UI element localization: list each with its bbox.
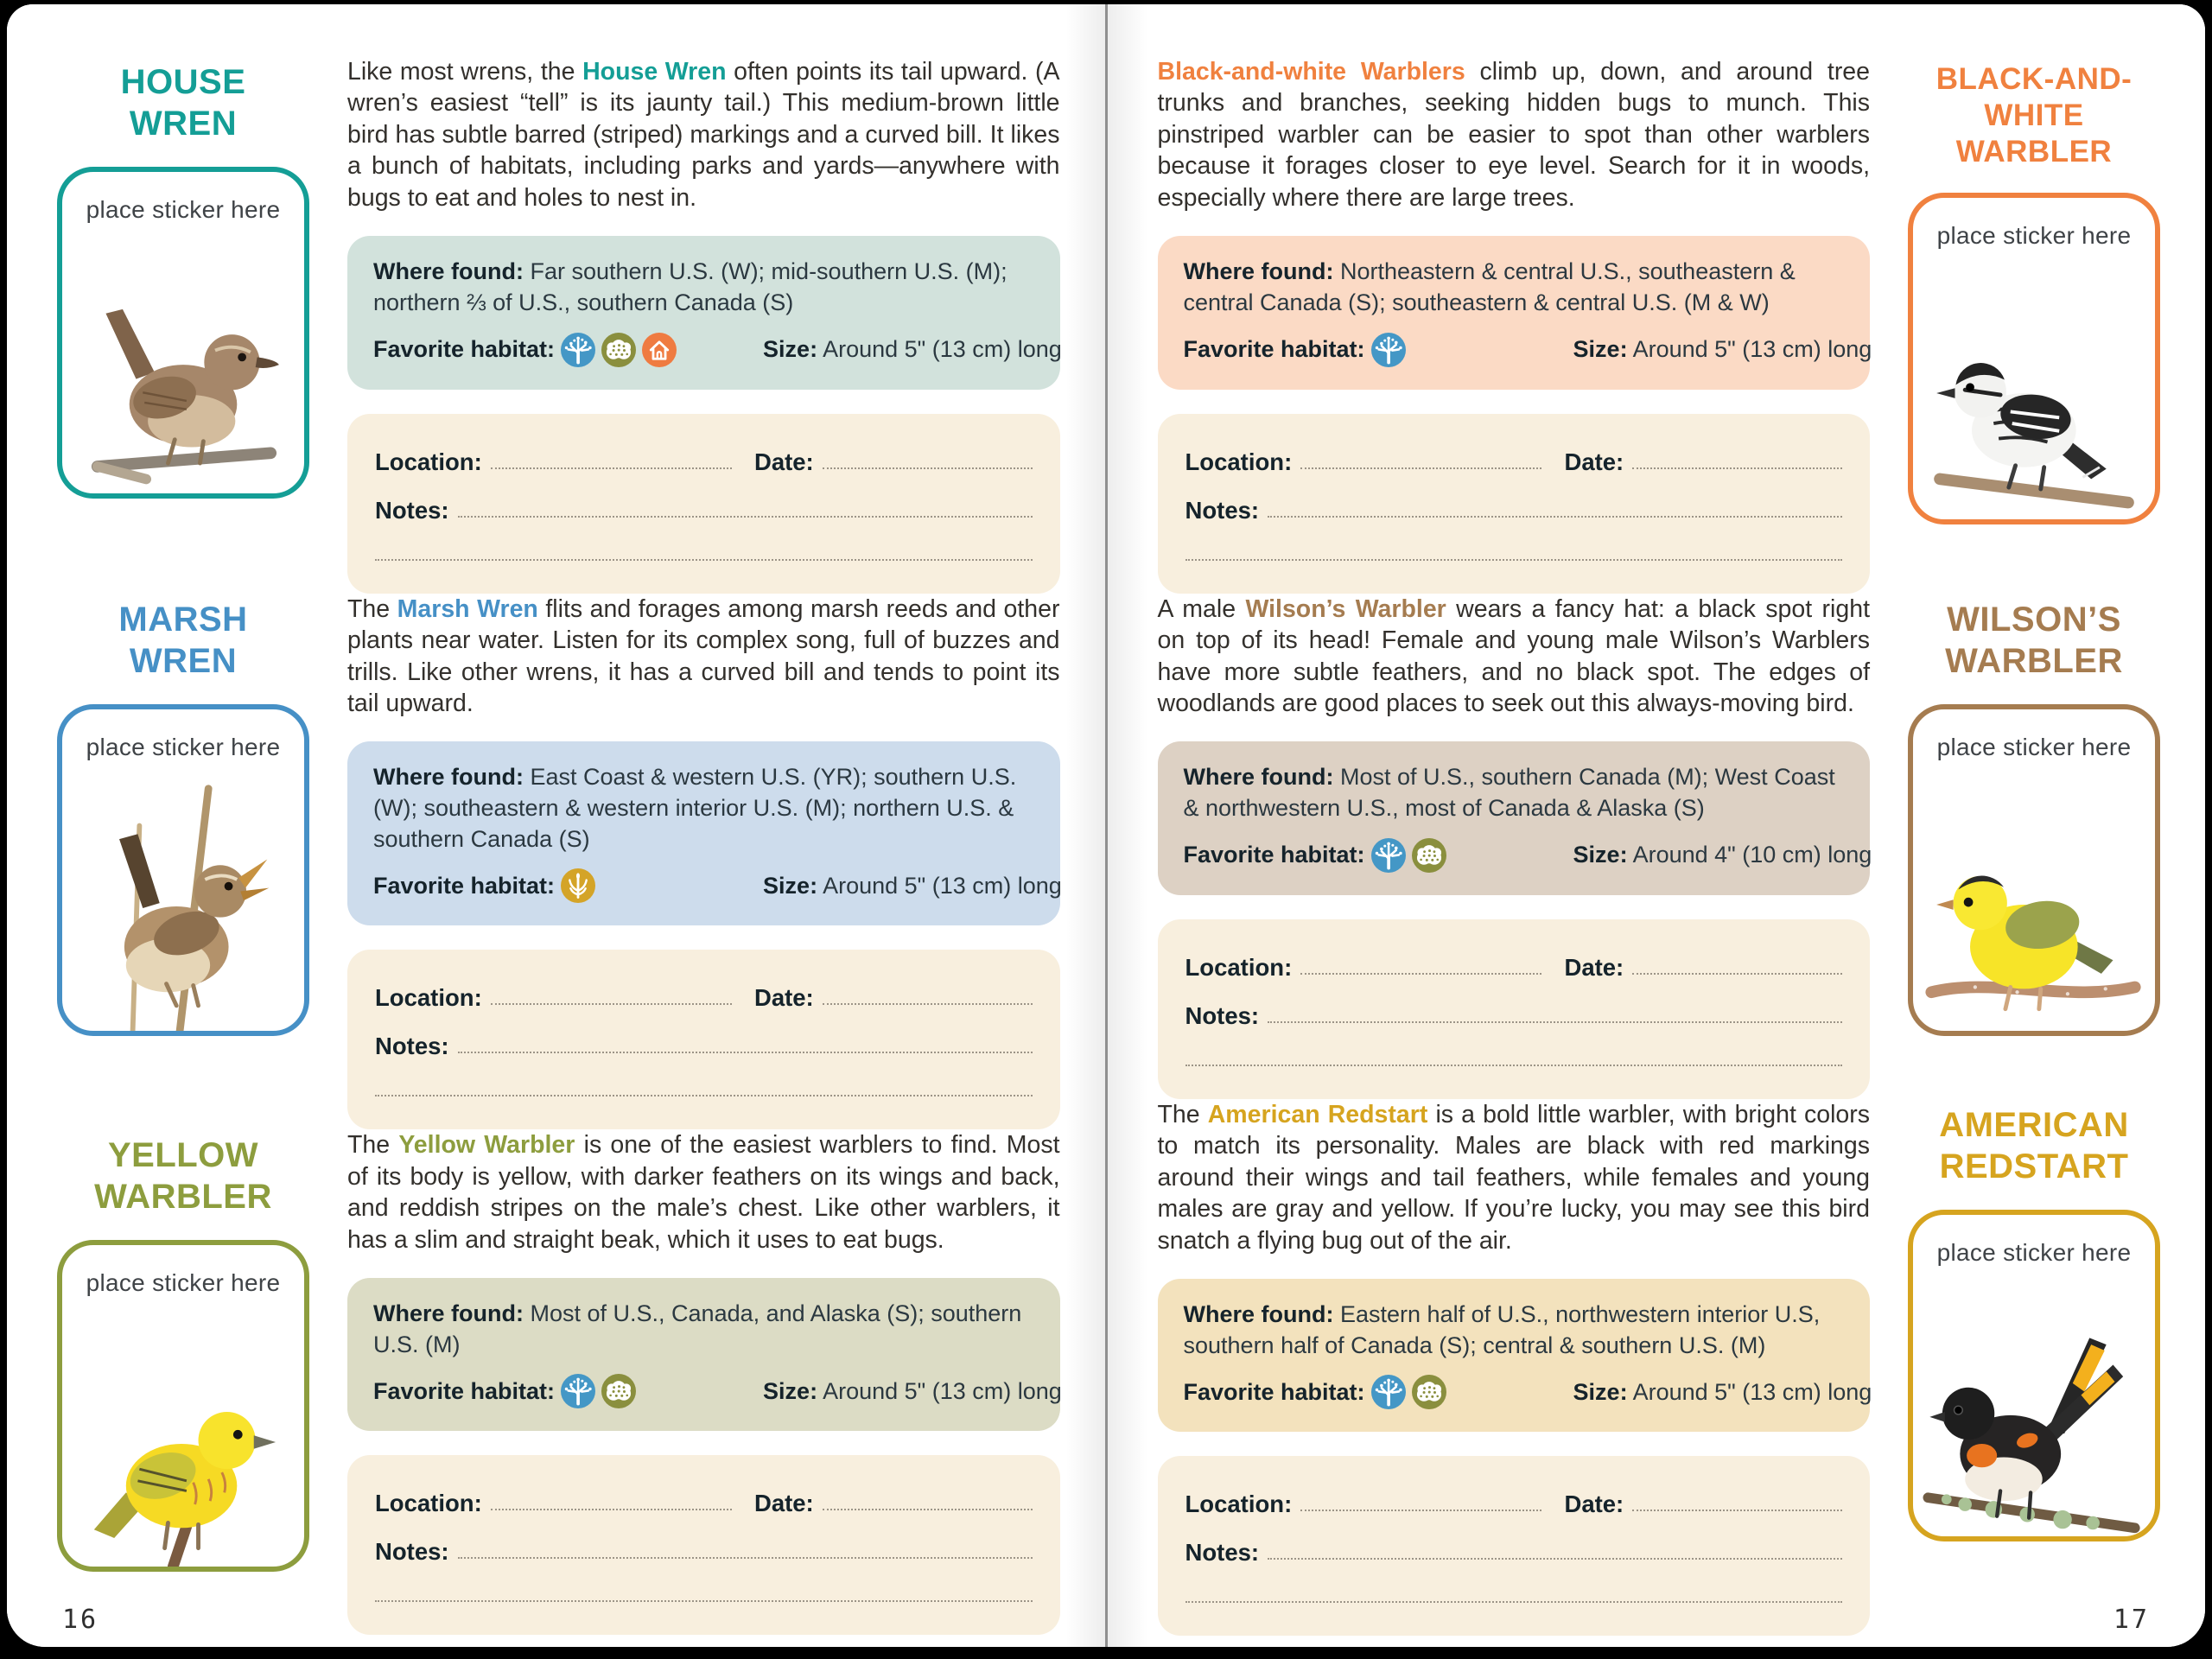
- date-line: [823, 467, 1033, 469]
- house-icon: [642, 333, 677, 367]
- bird-title: YELLOW WARBLER: [94, 1136, 272, 1217]
- log-box: [1158, 414, 1871, 594]
- info-column: [1158, 594, 1871, 1099]
- size-info: Size: Around 4" (10 cm) long: [1573, 841, 1872, 868]
- log-box: [1158, 919, 1871, 1099]
- notes-label: Notes:: [375, 1538, 449, 1566]
- species-name-highlight: House Wren: [582, 58, 727, 86]
- size-info: Size: Around 5" (13 cm) long: [763, 1377, 1062, 1404]
- tree-icon: [1371, 333, 1406, 367]
- bird-photo: [1913, 780, 2155, 1033]
- where-found-box: [347, 741, 1060, 925]
- location-line: [491, 1003, 732, 1005]
- location-label: Location:: [375, 1490, 482, 1517]
- sticker-box: [1908, 1210, 2160, 1541]
- sticker-column: [1908, 1099, 2160, 1637]
- notes-line-2: [1185, 559, 1843, 561]
- notes-line-2: [375, 1600, 1033, 1602]
- species-name-highlight: American Redstart: [1207, 1100, 1428, 1128]
- location-line: [1300, 1510, 1541, 1511]
- page-right: [1108, 4, 2206, 1647]
- info-column: [347, 594, 1060, 1130]
- page-left: [7, 4, 1105, 1647]
- bird-photo: [62, 243, 304, 495]
- favorite-habitat: Favorite habitat:: [1184, 333, 1573, 367]
- tree-icon: [1371, 838, 1406, 873]
- where-found-box: [1158, 1279, 1871, 1432]
- date-label: Date:: [1564, 448, 1624, 475]
- notes-line-2: [375, 1095, 1033, 1096]
- bird-photo: [1913, 1286, 2155, 1538]
- book-spread: [7, 4, 2205, 1647]
- notes-label: Notes:: [375, 1033, 449, 1060]
- where-found-box: [347, 236, 1060, 389]
- species-description: Black-and-white Warblers climb up, down, and around tree trunks and branches, seeking hidden bugs to munch. This pinstriped warbler can be easier to spot than other warblers because it forages closer to eye level. Search for it in woods, especially where there are large trees.: [1157, 58, 1871, 212]
- where-found-text: Where found: Far southern U.S. (W); mid-southern U.S. (M); northern ⅔ of U.S., southern Canada (S): [373, 258, 1007, 315]
- notes-line: [1268, 1021, 1842, 1023]
- species-description: The Marsh Wren flits and forages among marsh reeds and other plants near water. Listen for its complex song, full of buzzes and trills. Like other wrens, it has a curved bill and tends to point its tail upward.: [347, 594, 1060, 717]
- panel-american-redstart: [1158, 1099, 2161, 1637]
- location-label: Location:: [1185, 448, 1293, 475]
- sticker-box: [57, 1240, 309, 1572]
- panel-black-and-white-warbler: [1158, 56, 2161, 594]
- info-column: [1158, 56, 1871, 594]
- favorite-habitat: Favorite habitat:: [1184, 1375, 1573, 1409]
- where-found-box: [1158, 741, 1871, 894]
- sticker-column: [57, 594, 309, 1130]
- location-label: Location:: [1185, 953, 1293, 981]
- panel-yellow-warbler: [57, 1129, 1060, 1635]
- sticker-column: [1908, 594, 2160, 1099]
- bird-title: WILSON’S WARBLER: [1945, 600, 2123, 680]
- notes-label: Notes:: [1185, 1001, 1260, 1029]
- favorite-habitat: Favorite habitat:: [373, 868, 763, 903]
- bird-photo: [62, 780, 304, 1033]
- species-description: Like most wrens, the House Wren often points its tail upward. (A wren’s easiest “tell” is its jaunty tail.) This medium-brown little bird has subtle barred (striped) markings and a curved bill. It likes a bunch of habitats, including parks and yards—anywhere with bugs to eat and holes to nest in.: [347, 58, 1060, 212]
- species-description: The American Redstart is a bold little warbler, with bright colors to match its personality. Males are black with red markings around their wings and tail feathers, while females and young males are gray and yellow. If you’re lucky, you may see this bird snatch a flying bug out of the air.: [1157, 1100, 1870, 1255]
- marsh-icon: [561, 868, 595, 903]
- tree-icon: [561, 1374, 595, 1408]
- species-description: The Yellow Warbler is one of the easiest warblers to find. Most of its body is yellow, with darker feathers on its wings and back, and reddish stripes on the male’s chest. Like other warblers, it has a slim and straight beak, which it uses to eat bugs.: [347, 1131, 1060, 1254]
- date-line: [823, 1003, 1033, 1005]
- notes-line: [458, 516, 1033, 518]
- location-line: [1300, 467, 1541, 469]
- sticker-column: [57, 56, 309, 594]
- date-label: Date:: [1564, 953, 1624, 981]
- log-box: [347, 1455, 1060, 1635]
- date-label: Date:: [753, 984, 814, 1012]
- notes-label: Notes:: [1185, 1539, 1260, 1567]
- page-number-left: 16: [62, 1605, 99, 1635]
- notes-line: [1268, 516, 1842, 518]
- species-name-highlight: Marsh Wren: [397, 594, 538, 623]
- bird-title: AMERICAN REDSTART: [1939, 1105, 2129, 1185]
- shrub-icon: [1412, 1375, 1446, 1409]
- species-name-highlight: Wilson’s Warbler: [1245, 594, 1446, 623]
- bird-title: MARSH WREN: [118, 600, 248, 680]
- where-found-box: [1158, 236, 1871, 389]
- info-column: [1158, 1099, 1871, 1637]
- bird-title: HOUSE WREN: [120, 63, 246, 143]
- where-found-text: Where found: Northeastern & central U.S., southeastern & central Canada (S); southeastern & central U.S. (M & W): [1183, 258, 1796, 315]
- location-line: [1300, 973, 1541, 975]
- shrub-icon: [1412, 838, 1446, 873]
- location-label: Location:: [1185, 1491, 1293, 1518]
- notes-label: Notes:: [1185, 496, 1260, 524]
- bird-photo: [1913, 269, 2155, 521]
- size-info: Size: Around 5" (13 cm) long: [763, 872, 1062, 899]
- sticker-box: [1908, 704, 2160, 1036]
- tree-icon: [561, 333, 595, 367]
- tree-icon: [1371, 1375, 1406, 1409]
- sticker-placeholder-label: place sticker here: [86, 1269, 281, 1297]
- location-line: [491, 467, 732, 469]
- where-found-text: Where found: East Coast & western U.S. (YR); southern U.S. (W); southeastern & western interior U.S. (M); northern U.S. & southern Canada (S): [373, 764, 1017, 852]
- notes-label: Notes:: [375, 496, 449, 524]
- sticker-placeholder-label: place sticker here: [86, 733, 281, 760]
- panel-marsh-wren: [57, 594, 1060, 1130]
- shrub-icon: [601, 1374, 636, 1408]
- species-name-highlight: Yellow Warbler: [398, 1131, 575, 1160]
- location-label: Location:: [375, 984, 482, 1012]
- log-box: [1158, 1456, 1871, 1636]
- date-label: Date:: [753, 448, 814, 475]
- info-column: [347, 56, 1060, 594]
- notes-line-2: [375, 559, 1033, 561]
- size-info: Size: Around 5" (13 cm) long: [1573, 1378, 1872, 1405]
- date-line: [1632, 467, 1842, 469]
- notes-line: [458, 1557, 1033, 1559]
- date-label: Date:: [1564, 1491, 1624, 1518]
- favorite-habitat: Favorite habitat:: [1184, 838, 1573, 873]
- shrub-icon: [601, 333, 636, 367]
- favorite-habitat: Favorite habitat:: [373, 333, 763, 367]
- sticker-placeholder-label: place sticker here: [1936, 733, 2132, 760]
- log-box: [347, 414, 1060, 594]
- sticker-box: [57, 704, 309, 1036]
- notes-line-2: [1185, 1601, 1843, 1603]
- where-found-box: [347, 1278, 1060, 1431]
- bird-photo: [62, 1316, 304, 1568]
- location-line: [491, 1509, 732, 1510]
- bird-title: BLACK-AND-WHITE WARBLER: [1936, 62, 2133, 168]
- info-column: [347, 1129, 1060, 1635]
- log-box: [347, 950, 1060, 1129]
- size-info: Size: Around 5" (13 cm) long: [1573, 335, 1872, 362]
- sticker-box: [57, 167, 309, 499]
- sticker-column: [1908, 56, 2160, 594]
- species-name-highlight: Black-and-white Warblers: [1157, 58, 1465, 86]
- where-found-text: Where found: Eastern half of U.S., northwestern interior U.S, southern half of Canada (S); central & southern U.S. (M): [1183, 1301, 1821, 1358]
- where-found-text: Where found: Most of U.S., southern Canada (M); West Coast & northwestern U.S., most of Canada & Alaska (S): [1183, 764, 1835, 822]
- page-number-right: 17: [2113, 1605, 2150, 1635]
- size-info: Size: Around 5" (13 cm) long: [763, 335, 1062, 362]
- notes-line: [1268, 1558, 1842, 1560]
- sticker-placeholder-label: place sticker here: [1936, 222, 2132, 249]
- notes-line-2: [1185, 1065, 1843, 1066]
- where-found-text: Where found: Most of U.S., Canada, and Alaska (S); southern U.S. (M): [373, 1300, 1022, 1357]
- sticker-placeholder-label: place sticker here: [1936, 1238, 2132, 1266]
- date-line: [1632, 1510, 1842, 1511]
- notes-line: [458, 1052, 1033, 1053]
- date-line: [823, 1509, 1033, 1510]
- date-label: Date:: [753, 1490, 814, 1517]
- sticker-column: [57, 1129, 309, 1635]
- sticker-box: [1908, 193, 2160, 524]
- location-label: Location:: [375, 448, 482, 475]
- panel-wilsons-warbler: [1158, 594, 2161, 1099]
- sticker-placeholder-label: place sticker here: [86, 196, 281, 223]
- panel-house-wren: [57, 56, 1060, 594]
- favorite-habitat: Favorite habitat:: [373, 1374, 763, 1408]
- species-description: A male Wilson’s Warbler wears a fancy hat: a black spot right on top of its head! Female and young male Wilson’s Warblers have more subtle feathers, and no black spot. The edges of woodlands are good places to seek out this always-moving bird.: [1157, 594, 1870, 717]
- date-line: [1632, 973, 1842, 975]
